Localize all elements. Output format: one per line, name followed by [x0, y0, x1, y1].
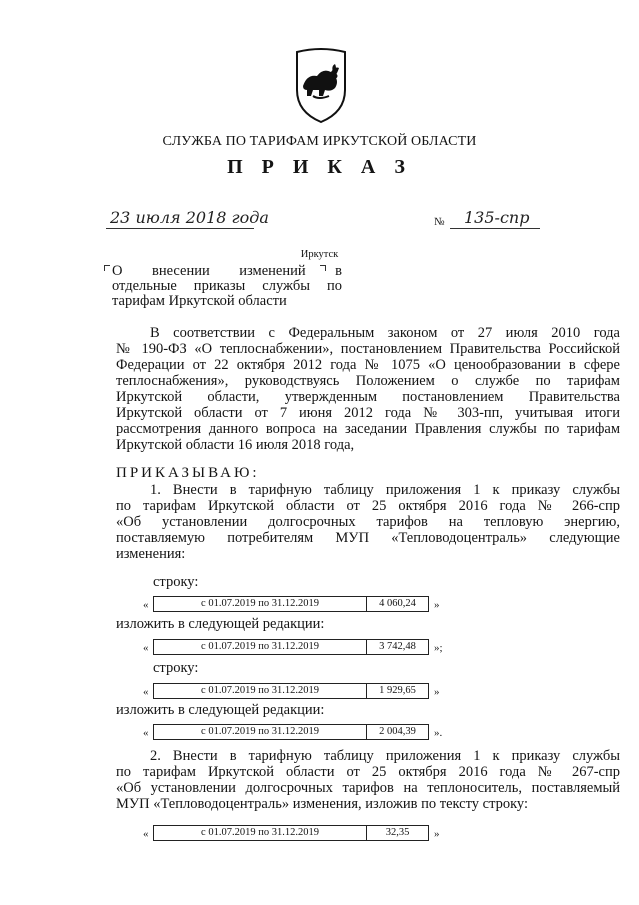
preamble-line: Иркутской области 16 июля 2018 года, [116, 437, 355, 453]
preamble-line: теплоснабжения», руководствуясь Положением о службе по тарифам [116, 373, 620, 389]
subject-line: отдельные приказы службы по [112, 278, 342, 294]
tariff-period: с 01.07.2019 по 31.12.2019 [154, 640, 367, 654]
tariff-value: 32,35 [385, 827, 410, 838]
item-2-paragraph [116, 748, 620, 812]
tariff-period: с 01.07.2019 по 31.12.2019 [154, 826, 367, 840]
number-underline [450, 228, 540, 229]
item-1-line: изменения: [116, 546, 186, 562]
order-subject [112, 264, 342, 309]
item-2-line: 2. Внести в тарифную таблицу приложения 1 к приказу службы [150, 748, 620, 764]
tariff-row-item-2 [153, 825, 429, 841]
order-number: 135-спр [464, 208, 530, 227]
item-1-paragraph [116, 482, 620, 562]
close-quote: ». [434, 727, 443, 739]
close-quote: » [434, 828, 440, 840]
open-quote: « [143, 599, 149, 611]
item-2-line: МУП «Тепловодоцентраль» изменения, изложив по тексту строку: [116, 796, 529, 812]
new-edition-label: изложить в следующей редакции: [116, 616, 325, 632]
city-name: Иркутск [300, 249, 339, 260]
item-1-line: поставляемую потребителям МУП «Тепловодоцентраль» следующие [116, 530, 620, 546]
tariff-period: с 01.07.2019 по 31.12.2019 [154, 597, 367, 611]
tariff-period: с 01.07.2019 по 31.12.2019 [154, 725, 367, 739]
item-1-line: по тарифам Иркутской области от 25 октября 2016 года № 266-спр [116, 498, 620, 514]
open-quote: « [143, 686, 149, 698]
open-quote: « [143, 828, 149, 840]
open-quote: « [143, 727, 149, 739]
agency-name: СЛУЖБА ПО ТАРИФАМ ИРКУТСКОЙ ОБЛАСТИ [162, 134, 477, 149]
row-label: строку: [153, 660, 199, 676]
tariff-value: 4 060,24 [379, 598, 416, 609]
tariff-value: 2 004,39 [379, 726, 416, 737]
corner-mark-left [104, 265, 110, 271]
preamble-line: № 190-ФЗ «О теплоснабжении», постановлением Правительства Российской [116, 341, 620, 357]
item-2-line: по тарифам Иркутской области от 25 октября 2016 года № 267-спр [116, 764, 620, 780]
tariff-row-old-2 [153, 683, 429, 699]
item-1-line: 1. Внести в тарифную таблицу приложения 1 к приказу службы [150, 482, 620, 498]
subject-line: О внесении изменений в [112, 263, 342, 279]
item-2-line: «Об установлении долгосрочных тарифов на теплоноситель, поставляемый [116, 780, 620, 796]
date-underline [106, 228, 254, 229]
preamble-line: рассмотрения данного вопроса на заседании Правления службы по тарифам [116, 421, 620, 437]
close-quote: »; [434, 642, 443, 654]
preamble-line: Иркутской области, утвержденным постановлением Правительства [116, 389, 620, 405]
preamble-line: Иркутской области от 7 июня 2012 года № 303-пп, учитывая итоги [116, 405, 620, 421]
number-sign: № [434, 216, 445, 228]
tariff-value: 1 929,65 [379, 685, 416, 696]
tariff-value: 3 742,48 [379, 641, 416, 652]
tariff-period: с 01.07.2019 по 31.12.2019 [154, 684, 367, 698]
coat-of-arms-emblem [289, 46, 353, 124]
row-label: строку: [153, 574, 199, 590]
open-quote: « [143, 642, 149, 654]
close-quote: » [434, 599, 440, 611]
preamble-line: Федерации от 22 октября 2012 года № 1075 «О ценообразовании в сфере [116, 357, 620, 373]
order-date: 23 июля 2018 года [110, 208, 269, 227]
close-quote: » [434, 686, 440, 698]
order-directive: ПРИКАЗЫВАЮ: [116, 465, 260, 481]
preamble-line: В соответствии с Федеральным законом от 27 июля 2010 года [150, 325, 620, 341]
preamble-paragraph [116, 325, 620, 453]
tariff-row-new-2 [153, 724, 429, 740]
tariff-row-old-1 [153, 596, 429, 612]
document-title: П Р И К А З [227, 156, 412, 178]
subject-line: тарифам Иркутской области [112, 293, 287, 309]
tariff-row-new-1 [153, 639, 429, 655]
item-1-line: «Об установлении долгосрочных тарифов на тепловую энергию, [116, 514, 620, 530]
new-edition-label: изложить в следующей редакции: [116, 702, 325, 718]
